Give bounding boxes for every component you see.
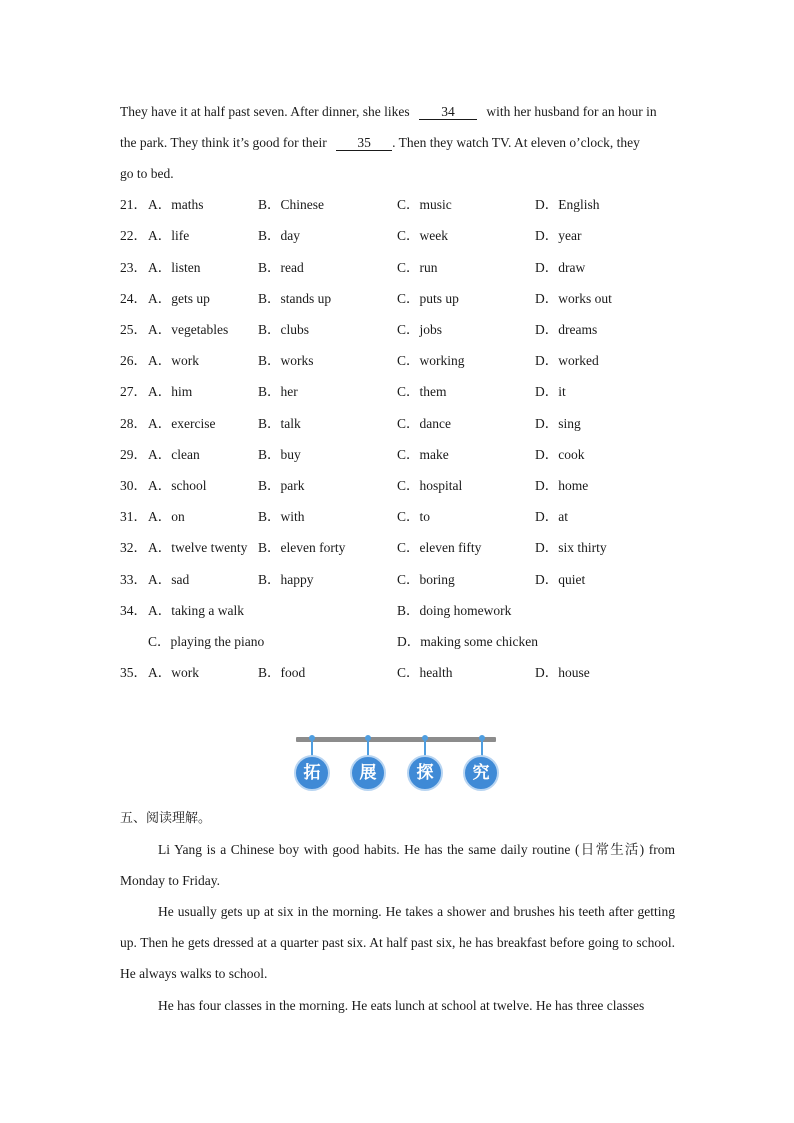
option-a: A．taking a walk — [148, 603, 244, 618]
question-row — [120, 382, 680, 402]
question-number: 34． — [120, 603, 147, 618]
option-c: C．to — [397, 509, 431, 524]
option-b: B．Chinese — [258, 197, 324, 212]
option-b: B．stands up — [258, 291, 332, 306]
option-a: A．clean — [148, 447, 200, 462]
banner-dot — [365, 735, 371, 741]
option-d: D．works out — [535, 291, 612, 306]
passage-text: They have it at half past seven. After dinner, she likes — [120, 104, 410, 119]
option-b: B．read — [258, 260, 304, 275]
option-c: C．run — [397, 260, 438, 275]
paragraph-text: Li Yang is a Chinese boy with good habits. He has the same daily routine (日常生活) from Monday to Friday. — [120, 842, 675, 888]
option-d: D．house — [535, 665, 590, 680]
question-number: 35． — [120, 665, 147, 680]
option-c: C．them — [397, 384, 447, 399]
option-d: D．quiet — [535, 572, 586, 587]
question-number: 30． — [120, 478, 147, 493]
question-row — [120, 226, 680, 246]
option-a: A．vegetables — [148, 322, 229, 337]
passage-text: with her husband for an hour in — [486, 104, 657, 119]
option-c: C．jobs — [397, 322, 443, 337]
answer-blank-34: 34 — [419, 105, 477, 120]
option-b: B．her — [258, 384, 298, 399]
question-row — [120, 320, 680, 340]
question-row — [120, 570, 680, 590]
option-d: D．English — [535, 197, 600, 212]
option-c: C．puts up — [397, 291, 459, 306]
passage-text: the park. They think it’s good for their — [120, 135, 327, 150]
option-a: A．listen — [148, 260, 201, 275]
passage-line-3: go to bed. — [120, 166, 174, 181]
question-row — [120, 476, 680, 496]
option-c: C．boring — [397, 572, 455, 587]
option-d: D．six thirty — [535, 540, 607, 555]
question-number: 22． — [120, 228, 147, 243]
option-c: C．music — [397, 197, 452, 212]
banner-bar — [296, 737, 496, 742]
question-number: 33． — [120, 572, 147, 587]
option-c: C．playing the piano — [148, 634, 265, 649]
option-b: B．talk — [258, 416, 301, 431]
option-d: D．at — [535, 509, 568, 524]
option-d: D．home — [535, 478, 589, 493]
option-c: C．make — [397, 447, 449, 462]
passage-line-2 — [120, 133, 675, 153]
answer-blank-35: 35 — [336, 136, 392, 151]
option-a: A．work — [148, 353, 199, 368]
option-b: B．with — [258, 509, 305, 524]
option-b: B．park — [258, 478, 305, 493]
option-b: B．clubs — [258, 322, 310, 337]
option-b: B．eleven forty — [258, 540, 346, 555]
banner-badge: 探 — [407, 755, 443, 791]
reading-paragraph — [120, 896, 675, 989]
option-c: C．hospital — [397, 478, 463, 493]
option-d: D．cook — [535, 447, 585, 462]
banner-dot — [479, 735, 485, 741]
option-d: D．sing — [535, 416, 581, 431]
question-row — [120, 289, 680, 309]
option-c: C．eleven fifty — [397, 540, 482, 555]
option-b: B．buy — [258, 447, 301, 462]
question-row — [120, 351, 680, 371]
option-a: A．sad — [148, 572, 190, 587]
question-row — [120, 445, 680, 465]
option-b: B．works — [258, 353, 314, 368]
question-row-34 — [120, 601, 680, 621]
passage-line-1 — [120, 102, 675, 122]
option-a: A．on — [148, 509, 185, 524]
paragraph-text: He usually gets up at six in the morning. He takes a shower and brushes his teeth after getting up. Then he gets dressed at a quarter past six. At half past six, he has breakfast before going to school. He always walks to school. — [120, 904, 675, 981]
passage-text: . Then they watch TV. At eleven o’clock, they — [392, 135, 640, 150]
option-a: A．work — [148, 665, 199, 680]
reading-paragraph — [120, 990, 675, 1021]
option-d: D．worked — [535, 353, 599, 368]
question-number: 27． — [120, 384, 147, 399]
paragraph-text: He has four classes in the morning. He eats lunch at school at twelve. He has three classes — [158, 998, 645, 1013]
option-b: B．food — [258, 665, 306, 680]
option-a: A．exercise — [148, 416, 216, 431]
section-heading: 五、阅读理解。 — [120, 811, 212, 826]
banner-badge: 拓 — [294, 755, 330, 791]
option-d: D．dreams — [535, 322, 598, 337]
option-d: D．draw — [535, 260, 586, 275]
question-number: 21． — [120, 197, 147, 212]
question-number: 24． — [120, 291, 147, 306]
option-a: A．twelve twenty — [148, 540, 248, 555]
option-d: D．it — [535, 384, 566, 399]
option-b: B．doing homework — [397, 603, 512, 618]
question-row — [120, 507, 680, 527]
question-number: 26． — [120, 353, 147, 368]
option-a: A．gets up — [148, 291, 210, 306]
banner-dot — [309, 735, 315, 741]
option-d: D．making some chicken — [397, 634, 538, 649]
question-row-34-cont — [120, 632, 680, 652]
reading-paragraph — [120, 834, 675, 896]
option-c: C．dance — [397, 416, 451, 431]
option-a: A．life — [148, 228, 190, 243]
option-a: A．school — [148, 478, 207, 493]
question-number: 28． — [120, 416, 147, 431]
question-number: 25． — [120, 322, 147, 337]
banner-dot — [422, 735, 428, 741]
banner-badge: 展 — [350, 755, 386, 791]
question-number: 31． — [120, 509, 147, 524]
question-row — [120, 414, 680, 434]
question-row — [120, 538, 680, 558]
option-d: D．year — [535, 228, 582, 243]
option-c: C．working — [397, 353, 465, 368]
option-a: A．him — [148, 384, 193, 399]
extension-banner — [296, 735, 496, 795]
option-b: B．day — [258, 228, 300, 243]
option-c: C．health — [397, 665, 453, 680]
option-a: A．maths — [148, 197, 204, 212]
option-c: C．week — [397, 228, 448, 243]
question-number: 32． — [120, 540, 147, 555]
question-number: 29． — [120, 447, 147, 462]
question-number: 23． — [120, 260, 147, 275]
question-row — [120, 195, 680, 215]
question-row — [120, 258, 680, 278]
banner-badge: 究 — [463, 755, 499, 791]
option-b: B．happy — [258, 572, 314, 587]
question-row-35 — [120, 663, 680, 683]
